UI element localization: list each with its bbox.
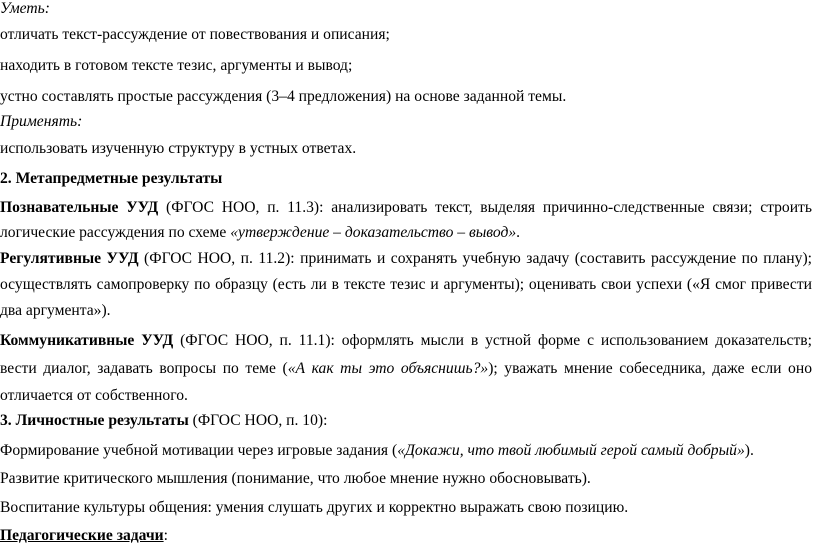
regulatory-uud-text: (ФГОС НОО, п. 11.2): принимать и сохранять учебную задачу (составить рассуждение по плану); (138, 250, 812, 267)
scheme-quote: «утверждение – доказательство – вывод» (230, 224, 517, 241)
cognitive-uud-end: . (516, 224, 521, 241)
cognitive-uud-text-2: логические рассуждения по схеме (0, 224, 231, 241)
communicative-uud-text: (ФГОС НОО, п. 11.1): оформлять мысли в устной форме с использованием доказательств; (173, 332, 812, 349)
question-quote: «А как ты это объяснишь?» (287, 360, 489, 377)
heading-umet: Уметь: (0, 0, 50, 17)
skill-line-find-thesis: находить в готовом тексте тезис, аргументы и вывод; (0, 57, 353, 74)
personal-line-motivation (0, 440, 754, 462)
cognitive-uud-label: Познавательные УУД (0, 199, 159, 216)
communicative-uud-label: Коммуникативные УУД (0, 332, 174, 349)
section-heading-metasubject: 2. Метапредметные результаты (0, 170, 223, 187)
communicative-uud-line-2 (0, 358, 812, 380)
section-heading-personal (0, 410, 327, 432)
communicative-uud-line-1 (0, 330, 812, 352)
cognitive-uud-text: (ФГОС НОО, п. 11.3): анализировать текст, выделяя причинно-следственные связи; строить (158, 199, 812, 216)
regulatory-uud-line-2: осуществлять самопроверку по образцу (есть ли в тексте тезис и аргументы); оценивать свои успехи («Я смог привести (0, 276, 812, 293)
personal-line-critical-thinking: Развитие критического мышления (понимание, что любое мнение нужно обосновывать). (0, 470, 591, 487)
personal-results-ref: (ФГОС НОО, п. 10): (188, 412, 328, 429)
cognitive-uud-line-1 (0, 197, 812, 219)
communicative-uud-text-2: вести диалог, задавать вопросы по теме ( (0, 360, 288, 377)
motivation-end: ). (744, 442, 754, 459)
section-heading-pedagogical (0, 525, 168, 547)
cognitive-uud-line-2 (0, 222, 520, 244)
apply-line: использовать изученную структуру в устных ответах. (0, 140, 357, 157)
communicative-uud-line-3: отличается от собственного. (0, 387, 188, 404)
motivation-text: Формирование учебной мотивации через игровые задания ( (0, 442, 398, 459)
heading-primenyat: Применять: (0, 113, 83, 130)
skill-line-compose: устно составлять простые рассуждения (3–4 предложения) на основе заданной темы. (0, 88, 567, 105)
pedagogical-tasks-colon: : (163, 527, 168, 544)
pedagogical-tasks-label: Педагогические задачи (0, 527, 164, 544)
personal-results-label: 3. Личностные результаты (0, 412, 189, 429)
regulatory-uud-line-1 (0, 248, 812, 270)
motivation-quote: «Докажи, что твой любимый герой самый добрый» (397, 442, 745, 459)
personal-line-communication: Воспитание культуры общения: умения слушать других и корректно выражать свою позицию. (0, 499, 629, 516)
regulatory-uud-line-3: два аргумента»). (0, 302, 111, 319)
skill-line-distinguish: отличать текст-рассуждение от повествования и описания; (0, 26, 390, 43)
regulatory-uud-label: Регулятивные УУД (0, 250, 139, 267)
communicative-uud-text-3: ); уважать мнение собеседника, даже если оно (488, 360, 812, 377)
